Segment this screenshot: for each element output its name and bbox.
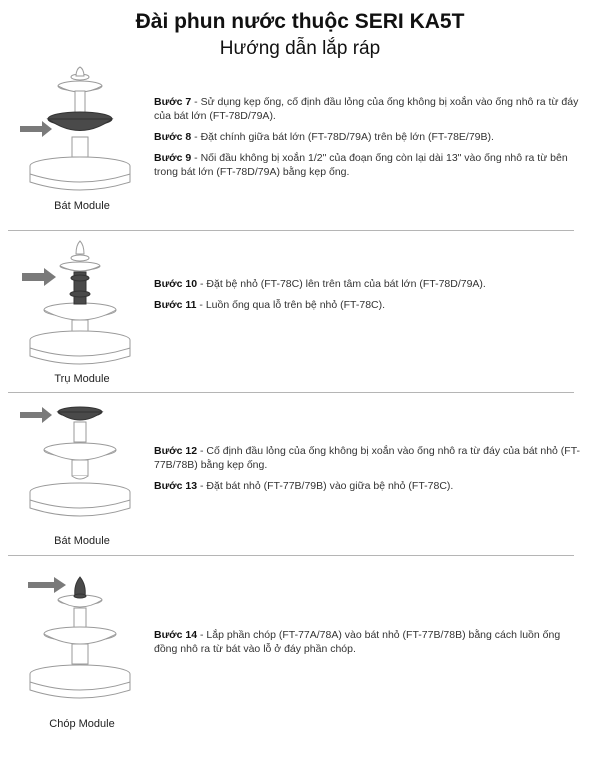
step-item — [154, 628, 584, 656]
step-section-4 — [0, 560, 600, 777]
step-label: Bước 14 — [154, 629, 198, 641]
step-item — [154, 151, 584, 179]
step-item — [154, 444, 584, 472]
step-label: Bước 9 — [154, 152, 192, 164]
page-subtitle: Hướng dẫn lắp ráp — [219, 38, 381, 59]
step-section-1 — [0, 60, 600, 230]
module-caption: Bát Module — [54, 535, 110, 547]
step-label: Bước 8 — [154, 131, 192, 143]
steps-list — [154, 95, 584, 186]
step-item — [154, 277, 584, 291]
step-item — [154, 95, 584, 123]
section-divider — [8, 555, 574, 556]
step-label: Bước 12 — [154, 445, 198, 457]
section-divider — [8, 392, 574, 393]
step-text: - Đặt bát nhỏ (FT-77B/79B) vào giữa bệ nhỏ (FT-78C). — [197, 480, 454, 492]
step-label: Bước 11 — [154, 299, 197, 311]
step-item — [154, 130, 584, 144]
step-text: - Lắp phần chóp (FT-77A/78A) vào bát nhỏ (FT-77B/78B) bằng cách luồn ống đồng nhô ra từ bát vào lỗ ở đáy phần chóp. — [154, 629, 561, 655]
fountain-illustration — [20, 402, 140, 532]
step-text: - Nối đầu không bị xoắn 1/2" của đoạn ống còn lại dài 13" vào ống nhô ra từ bên trong bát lớn (FT-78D/79A) bằng kẹp ống. — [154, 152, 568, 178]
fountain-illustration — [20, 236, 140, 376]
step-item — [154, 479, 584, 493]
step-label: Bước 13 — [154, 480, 198, 492]
steps-list — [154, 444, 584, 500]
step-text: - Đặt chính giữa bát lớn (FT-78D/79A) trên bệ lớn (FT-78E/79B). — [191, 131, 494, 143]
step-section-2 — [0, 232, 600, 392]
steps-list — [154, 628, 584, 663]
step-section-3 — [0, 396, 600, 551]
steps-list — [154, 277, 584, 319]
fountain-illustration — [20, 64, 140, 204]
module-caption: Trụ Module — [54, 373, 110, 385]
step-label: Bước 10 — [154, 278, 198, 290]
step-label: Bước 7 — [154, 96, 192, 108]
step-item — [154, 298, 584, 312]
module-caption: Chóp Module — [49, 718, 115, 730]
page-title: Đài phun nước thuộc SERI KA5T — [135, 10, 465, 33]
step-text: - Luồn ống qua lỗ trên bệ nhỏ (FT-78C). — [196, 299, 386, 311]
step-text: - Cố định đầu lỏng của ống không bị xoắn vào ống nhô ra từ đáy của bát nhỏ (FT-77B/78B) bằng kẹp ống. — [154, 445, 581, 471]
step-text: - Sử dụng kẹp ống, cố định đầu lỏng của ống không bị xoắn vào ống nhô ra từ đáy của bát lớn (FT-78D/79A). — [154, 96, 579, 122]
fountain-illustration — [20, 574, 140, 714]
step-text: - Đặt bệ nhỏ (FT-78C) lên trên tâm của bát lớn (FT-78D/79A). — [197, 278, 486, 290]
section-divider — [8, 230, 574, 231]
module-caption: Bát Module — [54, 200, 110, 212]
